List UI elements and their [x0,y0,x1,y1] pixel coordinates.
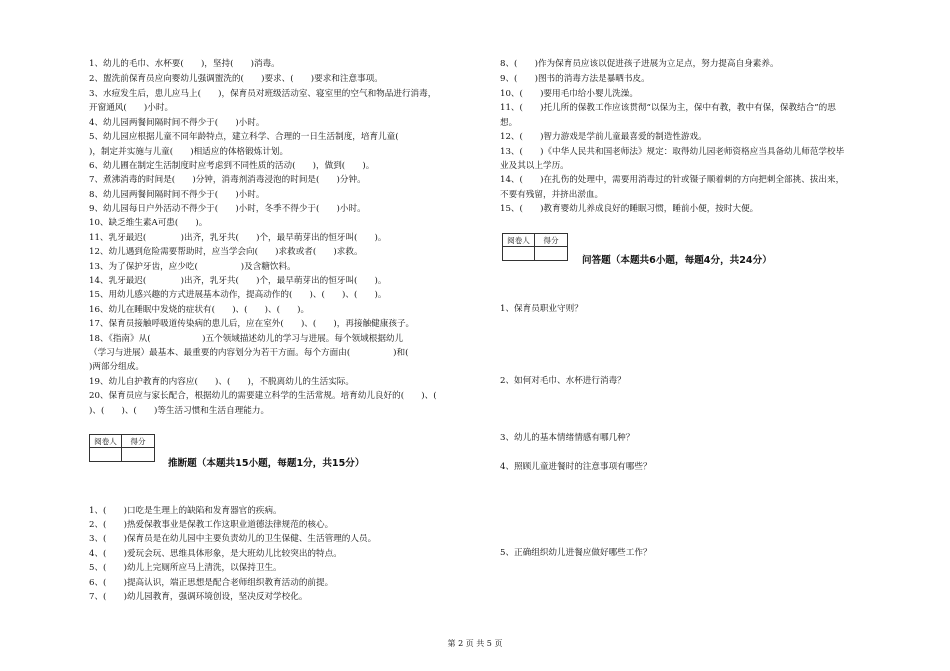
grader-cell[interactable] [503,247,535,260]
fill-line: 4、幼儿园两餐间隔时间不得少于( )小时。 [89,118,265,128]
page-number: 第 2 页 共 5 页 [447,639,503,648]
judge-item: 7、( )幼儿园教育，强调环境创设，坚决反对学校化。 [89,592,308,602]
judge-item: 15、( )教育婴幼儿养成良好的睡眠习惯，睡前小便，按时大便。 [500,204,759,214]
judge-section-title: 推断题（本题共15小题，每题1分，共15分） [168,458,365,469]
fill-line: 17、保育员接触呼吸道传染病的患儿后，应在室外( )、( )，再接触健康孩子。 [89,319,415,329]
fill-line: 16、幼儿在睡眠中发烧的症状有( )、( )、( )。 [89,305,310,315]
fill-line: 14、乳牙最迟( )出齐，乳牙共( )个，最早萌芽出的恒牙叫( )。 [89,276,387,286]
fill-line: 3、水痘发生后，患儿应马上( )，保育员对班级活动室、寝室里的空气和物品进行消毒， [89,89,437,99]
judge-item: 3、( )保育员是在幼儿园中主要负责幼儿的卫生保健、生活管理的人员。 [89,534,377,544]
judge-item: 业及其以上学历。 [500,161,569,171]
grader-label: 阅卷人 [90,435,122,448]
fill-line: 开窗通风( )小时。 [89,103,174,113]
judge-item: 6、( )提高认识，端正思想是配合老师组织教育活动的前提。 [89,578,334,588]
judge-item: 11、( )托儿所的保教工作应该贯彻“以保为主，保中有教，教中有保，保教结合”的思 [500,103,836,113]
fill-line: )两部分组成。 [89,362,144,372]
fill-line: 19、幼儿自护教育的内容应( )、( )，不脱离幼儿的生活实际。 [89,377,354,387]
qa-section-title: 问答题（本题共6小题，每题4分，共24分） [582,255,772,266]
fill-line: 20、保育员应与家长配合，根据幼儿的需要建立科学的生活常规。培育幼儿良好的( )、( [89,391,437,401]
judge-item: 14、( )在扎伤的处理中，需要用消毒过的针或镊子顺着刺的方向把刺全部挑、拔出来， [500,175,845,185]
qa-question: 5、正确组织幼儿进餐应做好哪些工作？ [500,548,652,558]
score-box-qa [502,233,568,261]
judge-item: 不要有残留，并挤出淤血。 [500,190,604,200]
fill-line: 11、乳牙最迟( )出齐，乳牙共( )个，最早萌芽出的恒牙叫( )。 [89,233,387,243]
fill-line: 2、盥洗前保育员应向婴幼儿强调盥洗的( )要求、( )要求和注意事项。 [89,74,383,84]
judge-item: 5、( )幼儿上完厕所应马上清洗，以保持卫生。 [89,563,282,573]
judge-item: 想。 [500,118,518,128]
judge-item: 12、( )智力游戏是学前儿童最喜爱的制造性游戏。 [500,132,707,142]
grader-label: 阅卷人 [503,234,535,247]
judge-item: 2、( )热爱保教事业是保教工作这职业道德法律规范的核心。 [89,520,334,530]
fill-line: 10、缺乏维生素A可患( )。 [89,218,208,228]
fill-line: （学习与进展）最基本、最重要的内容划分为若干方面。每个方面由( )和( [89,348,409,358]
fill-line: 12、幼儿遇到危险需要帮助时，应当学会向( )求救或者( )求救。 [89,247,363,257]
fill-line: )、( )、( )等生活习惯和生活自理能力。 [89,406,270,416]
fill-line: 6、幼儿圃在制定生活制度时应考虑到不同性质的活动( )，做到( )。 [89,161,375,171]
qa-question: 4、照顾儿童进餐时的注意事项有哪些？ [500,462,652,472]
judge-item: 4、( )爱玩会玩、思维具体形象，是大班幼儿比较突出的特点。 [89,549,342,559]
score-label: 得分 [535,234,567,247]
score-box-judge [89,434,155,462]
qa-question: 1、保育员职业守则？ [500,304,583,314]
score-cell[interactable] [535,247,567,260]
grader-cell[interactable] [90,448,122,461]
fill-line: 15、用幼儿感兴趣的方式进展基本动作，提高动作的( )、( )、( )。 [89,290,387,300]
fill-line: 5、幼儿园应根据儿童不同年龄特点，建立科学、合理的一日生活制度，培育儿童( [89,132,416,142]
fill-line: 13、为了保护牙齿，应少吃( )及含糖饮料。 [89,262,296,272]
qa-question: 3、幼儿的基本情绪情感有哪几种？ [500,433,635,443]
fill-line: 8、幼儿园两餐间隔时间不得少于( )小时。 [89,190,265,200]
fill-line: )，制定并实施与儿童( )相适应的体格锻炼计划。 [89,147,289,157]
fill-line: 1、幼儿的毛巾、水杯要( )，坚持( )消毒。 [89,59,280,69]
score-cell[interactable] [122,448,154,461]
judge-item: 13、( )《中华人民共和国老师法》规定：取得幼儿园老师资格应当具备幼儿师范学校毕 [500,147,845,157]
judge-item: 10、( )要用毛巾给小婴儿洗澡。 [500,89,638,99]
judge-item: 9、( )图书的消毒方法是暴晒书皮。 [500,74,650,84]
fill-line: 18、《指南》从( )五个领域描述幼儿的学习与进展。每个领域根据幼儿 [89,334,404,344]
fill-line: 9、幼儿园每日户外活动不得少于( )小时，冬季不得少于( )小时。 [89,204,366,214]
score-label: 得分 [122,435,154,448]
qa-question: 2、如何对毛巾、水杯进行消毒？ [500,376,626,386]
judge-item: 1、( )口吃是生理上的缺陷和发育器官的疾病。 [89,506,282,516]
fill-line: 7、煮沸消毒的时间是( )分钟，消毒剂消毒浸泡的时间是( )分钟。 [89,175,366,185]
judge-item: 8、( )作为保育员应该以促进孩子进展为立足点，努力提高自身素养。 [500,59,779,69]
